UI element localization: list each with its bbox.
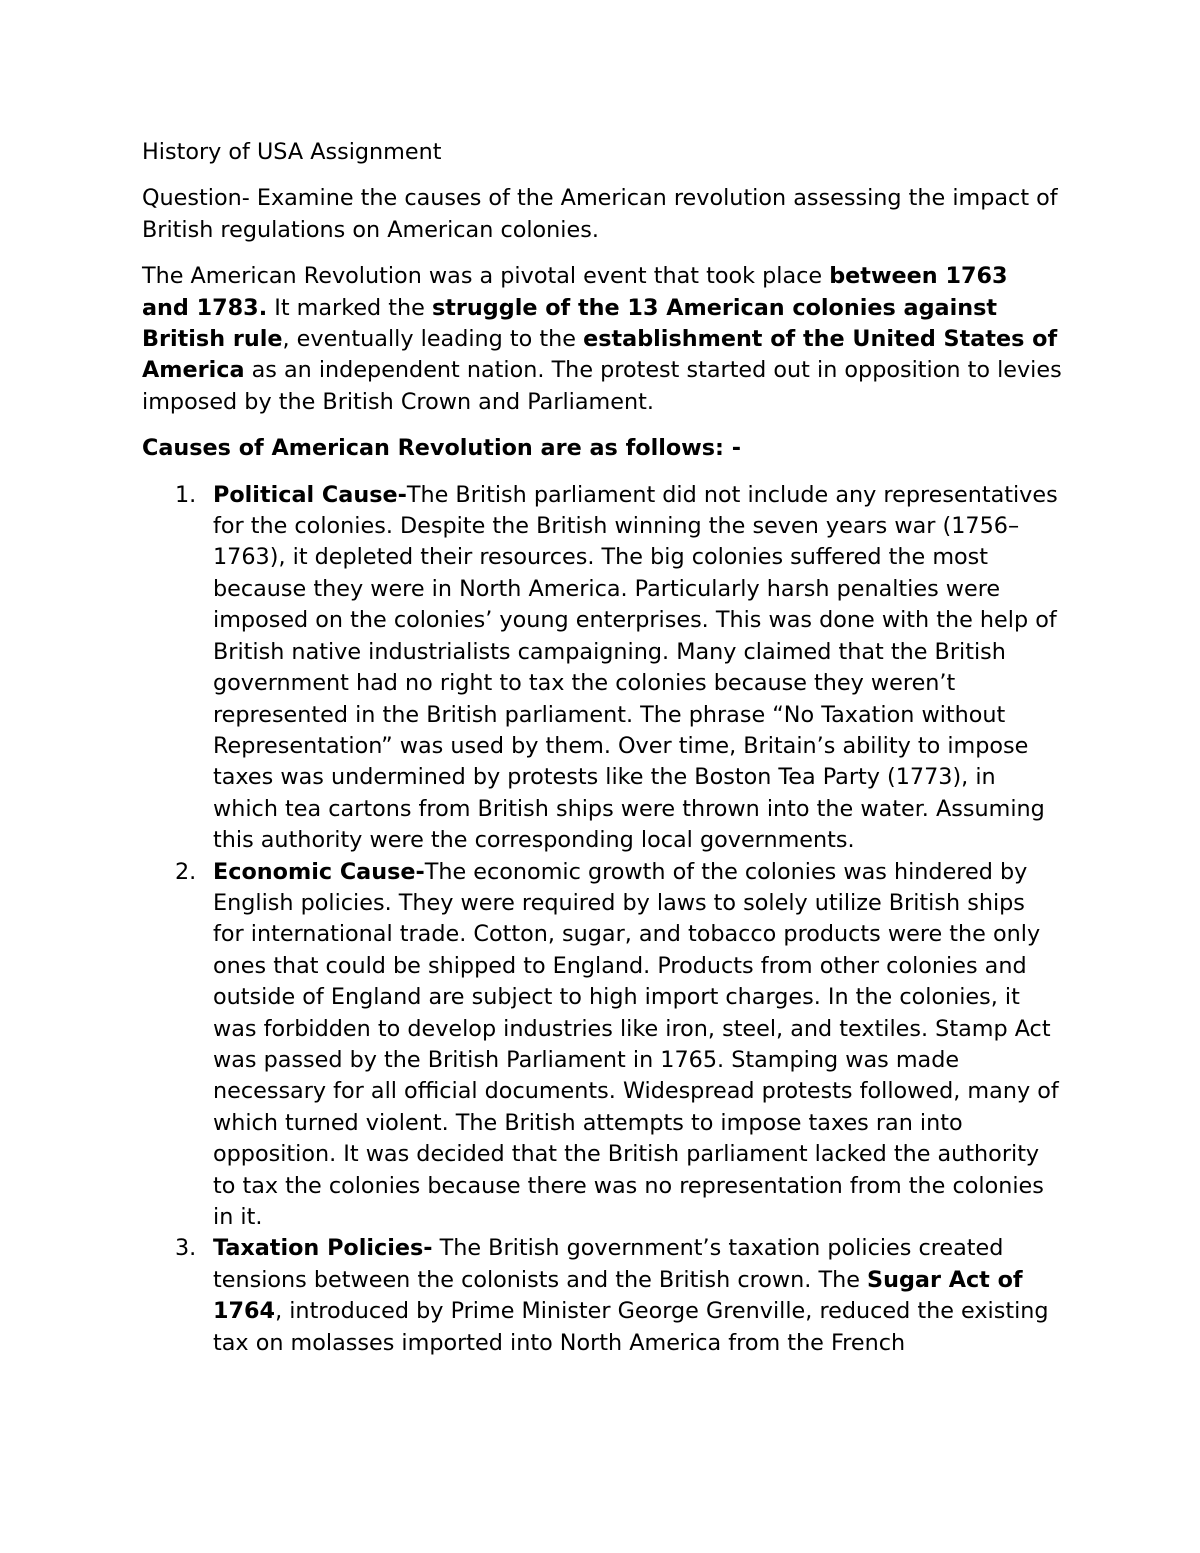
document-title: History of USA Assignment (142, 139, 442, 165)
intro-bold-struggle: struggle of the 13 American colonies against British rule (142, 294, 998, 353)
list-item-text: The British parliament did not include any representatives for the colonies. Despite the British winning the seven years war (1756–1763), it depleted their resources. The big colonies suffered the most because they were in North America. Particularly harsh penalties were imposed on the colonies’ young enterprises. This was done with the help of British native industrialists campaigning. Many claimed that the British government had no right to tax the colonies because they weren’t represented in the British parliament. The phrase “No Taxation without Representation” was used by them. Over time, Britain’s ability to impose taxes was undermined by protests like the Boston Tea Party (1773), in which tea cartons from British ships were thrown into the water. Assuming this authority were the corresponding local governments. (213, 481, 1058, 854)
list-item-number: 2. (175, 858, 197, 885)
intro-text-1: The American Revolution was a pivotal event that took place (142, 263, 830, 290)
list-item-economic-cause (142, 857, 1062, 1234)
list-item-bold-sugar-act: Sugar Act of 1764 (213, 1266, 1023, 1325)
list-item-heading: Economic Cause- (213, 858, 425, 885)
intro-text-4: as an independent nation. The protest started out in opposition to levies imposed by the British Crown and Parliament. (142, 357, 1062, 415)
intro-text-2: It marked the (267, 294, 432, 321)
list-item-text: The British government’s taxation policies created tensions between the colonists and the British crown. The (213, 1235, 1004, 1293)
assignment-question: Question- Examine the causes of the American revolution assessing the impact of British regulations on American colonies. (142, 185, 1058, 243)
list-item-text-continued: , introduced by Prime Minister George Grenville, reduced the existing tax on molasses imported into North America from the French (213, 1298, 1049, 1356)
intro-bold-dates: between 1763 and 1783. (142, 263, 1008, 321)
list-item-heading: Political Cause- (213, 481, 407, 508)
causes-heading: Causes of American Revolution are as follows: - (142, 435, 741, 462)
list-item-number: 3. (175, 1235, 197, 1262)
list-item-taxation-policies (142, 1233, 1062, 1359)
document-page (142, 137, 1062, 1359)
list-item-number: 1. (175, 481, 197, 508)
list-item-text: The economic growth of the colonies was hindered by English policies. They were required by laws to solely utilize British ships for international trade. Cotton, sugar, and tobacco products were the only ones that could be shipped to England. Products from other colonies and outside of England are subject to high import charges. In the colonies, it was forbidden to develop industries like iron, steel, and textiles. Stamp Act was passed by the British Parliament in 1765. Stamping was made necessary for all official documents. Widespread protests followed, many of which turned violent. The British attempts to impose taxes ran into opposition. It was decided that the British parliament lacked the authority to tax the colonies because there was no representation from the colonies in it. (213, 858, 1059, 1230)
intro-text-3: , eventually leading to the (282, 326, 584, 353)
list-item-political-cause (142, 480, 1062, 857)
causes-list (142, 480, 1062, 1359)
intro-paragraph (142, 261, 1062, 418)
list-item-heading: Taxation Policies- (213, 1235, 433, 1262)
intro-bold-establishment: establishment of the United States of America (142, 326, 1058, 384)
